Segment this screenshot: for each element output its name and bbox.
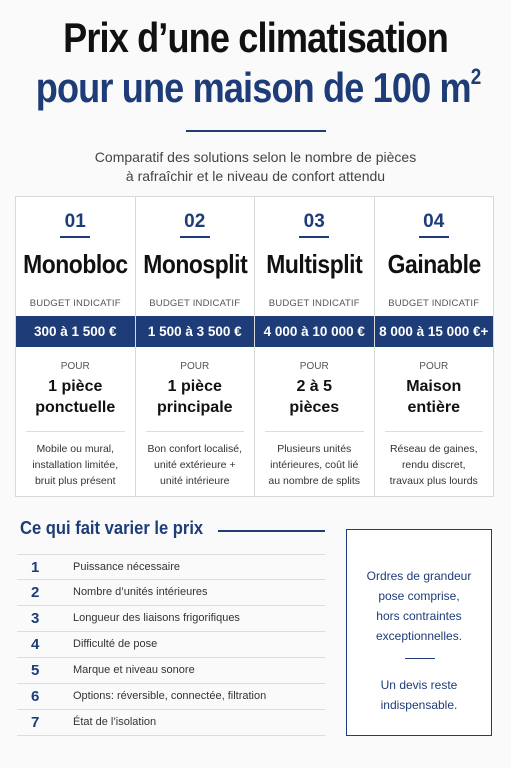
target-line: ponctuelle — [35, 399, 116, 416]
note-line: pose comprise, — [378, 589, 460, 603]
pour-label: POUR — [299, 361, 329, 372]
factor-label: Options: réversible, connectée, filtration — [73, 690, 267, 702]
list-item — [17, 554, 325, 580]
list-item — [17, 632, 325, 658]
card-number-underline — [60, 236, 90, 238]
card-description — [259, 441, 370, 489]
list-item — [17, 580, 325, 606]
card-number: 02 — [184, 211, 206, 232]
factor-number: 4 — [31, 636, 40, 653]
desc-line: installation limitée, — [32, 459, 119, 471]
pour-label: POUR — [180, 361, 210, 372]
card-name: Monobloc — [23, 249, 128, 279]
desc-line: Réseau de gaines, — [389, 443, 478, 455]
note-divider — [405, 658, 435, 659]
price-band: 300 à 1 500 € — [16, 316, 135, 347]
factor-label: Puissance nécessaire — [73, 561, 181, 573]
factor-number: 1 — [31, 559, 40, 576]
pour-label: POUR — [60, 361, 90, 372]
title-line2-text: pour une maison de 100 m — [35, 64, 471, 111]
page-title-line2 — [35, 64, 481, 112]
page-title-line1: Prix d’une climatisation — [63, 14, 448, 61]
price-band: 1 500 à 3 500 € — [136, 316, 255, 347]
note-line: indispensable. — [380, 698, 458, 712]
card-name: Monosplit — [142, 249, 247, 279]
desc-line: rendu discret, — [401, 459, 466, 471]
comparison-cards — [15, 196, 494, 497]
target-line: 2 à 5 — [296, 378, 333, 395]
note-line: hors contraintes — [376, 609, 462, 623]
card-gainable — [375, 197, 494, 496]
budget-label: BUDGET INDICATIF — [268, 298, 360, 309]
desc-line: Mobile ou mural, — [36, 443, 115, 455]
note-block-1 — [347, 566, 491, 646]
factors-title: Ce qui fait varier le prix — [20, 518, 204, 538]
card-description — [140, 441, 251, 489]
note-box — [346, 529, 492, 736]
desc-line: Plusieurs unités — [277, 443, 352, 455]
factor-label: Difficulté de pose — [73, 638, 158, 650]
card-divider — [385, 431, 484, 432]
subtitle-line1: Comparatif des solutions selon le nombre de pièces — [94, 149, 417, 165]
factor-label: Nombre d’unités intérieures — [73, 586, 208, 598]
card-number-underline — [299, 236, 329, 238]
target-line: 1 pièce — [167, 378, 222, 395]
target-line: Maison — [406, 378, 462, 395]
factors-list — [17, 554, 325, 736]
desc-line: Bon confort localisé, — [147, 443, 243, 455]
desc-line: unité extérieure + — [154, 459, 236, 471]
card-divider — [26, 431, 125, 432]
factor-label: Marque et niveau sonore — [73, 664, 195, 676]
desc-line: au nombre de splits — [268, 475, 361, 487]
note-block-2 — [347, 675, 491, 715]
list-item — [17, 710, 325, 736]
card-name: Gainable — [387, 249, 481, 279]
subtitle-line2: à rafraîchir et le niveau de confort attendu — [125, 168, 386, 184]
target-line: principale — [156, 399, 233, 416]
card-number: 03 — [303, 211, 325, 232]
target-text — [375, 376, 494, 418]
desc-line: travaux plus lourds — [389, 475, 478, 487]
title-superscript: 2 — [470, 64, 481, 89]
factor-number: 6 — [31, 688, 40, 705]
note-line: Ordres de grandeur — [366, 569, 472, 583]
desc-line: bruit plus présent — [34, 475, 116, 487]
subtitle — [0, 148, 511, 186]
card-monosplit — [136, 197, 256, 496]
budget-label: BUDGET INDICATIF — [388, 298, 480, 309]
card-description — [20, 441, 131, 489]
target-line: entière — [407, 399, 460, 416]
card-number-underline — [180, 236, 210, 238]
desc-line: unité intérieure — [160, 475, 230, 487]
target-line: pièces — [289, 399, 340, 416]
list-item — [17, 606, 325, 632]
card-description — [379, 441, 490, 489]
card-name: Multisplit — [266, 249, 363, 279]
card-multisplit — [255, 197, 375, 496]
desc-line: intérieures, coût lié — [270, 459, 359, 471]
pour-label: POUR — [419, 361, 449, 372]
price-band: 8 000 à 15 000 €+ — [375, 316, 494, 347]
list-item — [17, 658, 325, 684]
card-number: 01 — [64, 211, 86, 232]
card-monobloc — [16, 197, 136, 496]
title-divider — [186, 130, 326, 132]
card-divider — [265, 431, 364, 432]
target-text — [255, 376, 374, 418]
target-line: 1 pièce — [48, 378, 103, 395]
factors-title-rule — [218, 530, 325, 532]
note-line: exceptionnelles. — [375, 629, 463, 643]
budget-label: BUDGET INDICATIF — [29, 298, 121, 309]
factor-number: 7 — [31, 714, 40, 731]
card-divider — [146, 431, 245, 432]
list-item — [17, 684, 325, 710]
budget-label: BUDGET INDICATIF — [149, 298, 241, 309]
factor-label: Longueur des liaisons frigorifiques — [73, 612, 240, 624]
target-text — [136, 376, 255, 418]
price-band: 4 000 à 10 000 € — [255, 316, 374, 347]
card-number: 04 — [423, 211, 445, 232]
factor-number: 2 — [31, 584, 40, 601]
factor-number: 5 — [31, 662, 40, 679]
factor-label: État de l’isolation — [73, 716, 157, 728]
factor-number: 3 — [31, 610, 40, 627]
note-line: Un devis reste — [380, 678, 458, 692]
target-text — [16, 376, 135, 418]
card-number-underline — [419, 236, 449, 238]
